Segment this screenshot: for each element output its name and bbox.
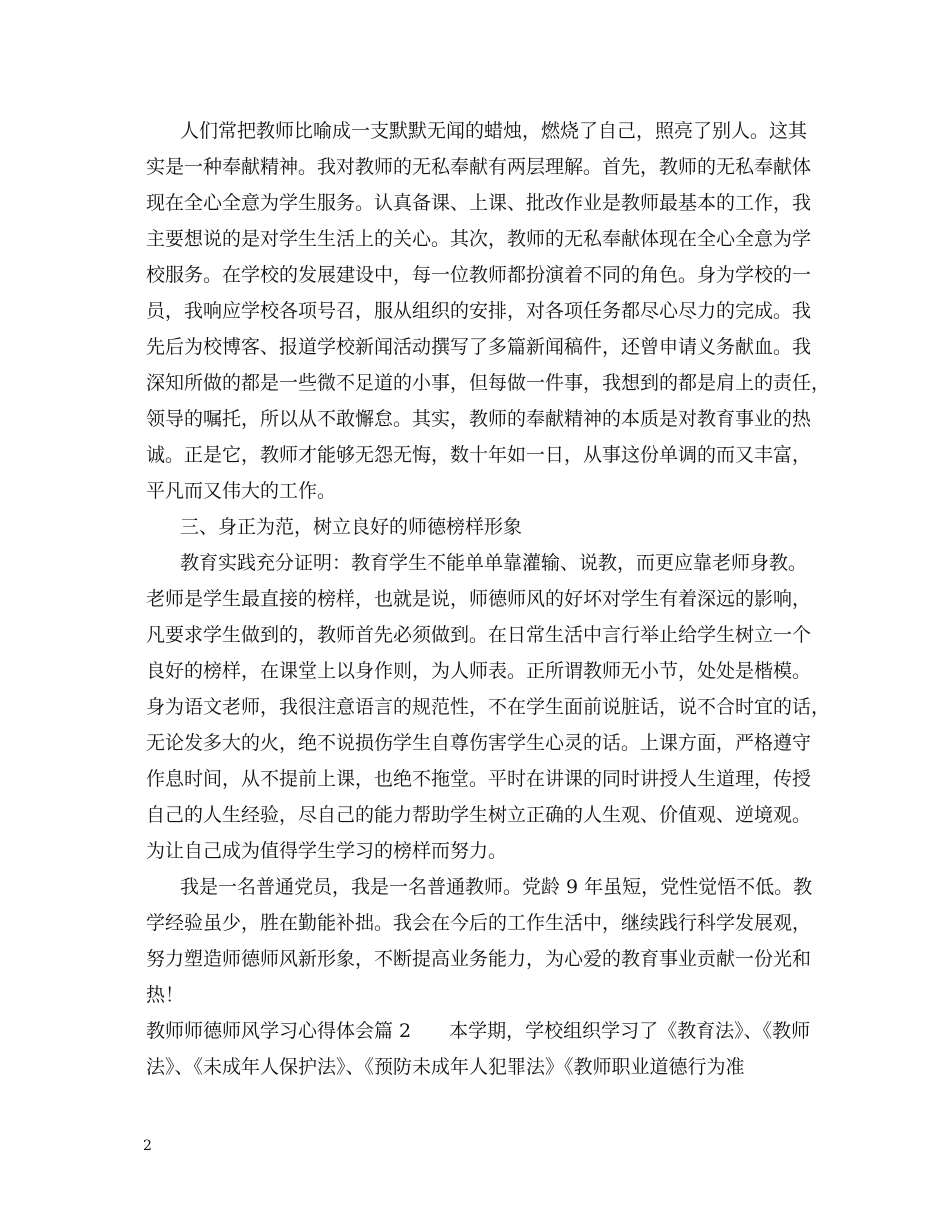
paragraph-line: 先后为校博客、报道学校新闻活动撰写了多篇新闻稿件，还曾申请义务献血。我 (146, 336, 812, 358)
paragraph-line: 主要想说的是对学生生活上的关心。其次，教师的无私奉献体现在全心全意为学 (146, 228, 812, 250)
paragraph-line: 自己的人生经验，尽自己的能力帮助学生树立正确的人生观、价值观、逆境观。 (146, 804, 812, 826)
paragraph-line: 领导的嘱托，所以从不敢懈怠。其实，教师的奉献精神的本质是对教育事业的热 (146, 408, 812, 430)
article-title-line: 教师师德师风学习心得体会篇 2 本学期，学校组织学习了《教育法》、《教师 (146, 1020, 811, 1042)
paragraph-line: 无论发多大的火，绝不说损伤学生自尊伤害学生心灵的话。上课方面，严格遵守 (146, 732, 812, 754)
paragraph-line: 教育实践充分证明：教育学生不能单单靠灌输、说教，而更应靠老师身教。 (180, 552, 808, 574)
paragraph-line: 校服务。在学校的发展建设中，每一位教师都扮演着不同的角色。身为学校的一 (146, 264, 812, 286)
paragraph-line: 平凡而又伟大的工作。 (146, 480, 337, 502)
paragraph-line: 现在全心全意为学生服务。认真备课、上课、批改作业是教师最基本的工作，我 (146, 192, 812, 214)
paragraph-line: 法》、《未成年人保护法》、《预防未成年人犯罪法》《教师职业道德行为准 (146, 1056, 745, 1078)
paragraph-line: 深知所做的都是一些微不足道的小事，但每做一件事，我想到的都是肩上的责任， (146, 372, 831, 394)
paragraph-line: 凡要求学生做到的，教师首先必须做到。在日常生活中言行举止给学生树立一个 (146, 624, 812, 646)
paragraph-line: 良好的榜样，在课堂上以身作则，为人师表。正所谓教师无小节，处处是楷模。 (146, 660, 812, 682)
section-heading: 三、身正为范，树立良好的师德榜样形象 (180, 516, 523, 538)
document-body (146, 113, 831, 1085)
paragraph-line: 老师是学生最直接的榜样，也就是说，师德师风的好坏对学生有着深远的影响， (146, 588, 812, 610)
paragraph-line: 身为语文老师，我很注意语言的规范性，不在学生面前说脏话，说不合时宜的话， (146, 696, 831, 718)
paragraph-line: 努力塑造师德师风新形象，不断提高业务能力，为心爱的教育事业贡献一份光和 (146, 948, 812, 970)
paragraph-line: 热！ (146, 984, 185, 1006)
paragraph-line: 诚。正是它，教师才能够无怨无悔，数十年如一日，从事这份单调的而又丰富， (146, 444, 812, 466)
page-number: 2 (143, 1138, 152, 1154)
paragraph-line: 实是一种奉献精神。我对教师的无私奉献有两层理解。首先，教师的无私奉献体 (146, 156, 812, 178)
paragraph-line: 员，我响应学校各项号召，服从组织的安排，对各项任务都尽心尽力的完成。我 (146, 300, 812, 322)
paragraph-line: 为让自己成为值得学生学习的榜样而努力。 (146, 840, 508, 862)
paragraph-line: 人们常把教师比喻成一支默默无闻的蜡烛，燃烧了自己，照亮了别人。这其 (180, 120, 808, 142)
paragraph-line: 学经验虽少，胜在勤能补拙。我会在今后的工作生活中，继续践行科学发展观， (146, 912, 812, 934)
paragraph-line: 作息时间，从不提前上课，也绝不拖堂。平时在讲课的同时讲授人生道理，传授 (146, 768, 812, 790)
paragraph-line: 我是一名普通党员，我是一名普通教师。党龄 9 年虽短，党性觉悟不低。教 (180, 876, 813, 898)
